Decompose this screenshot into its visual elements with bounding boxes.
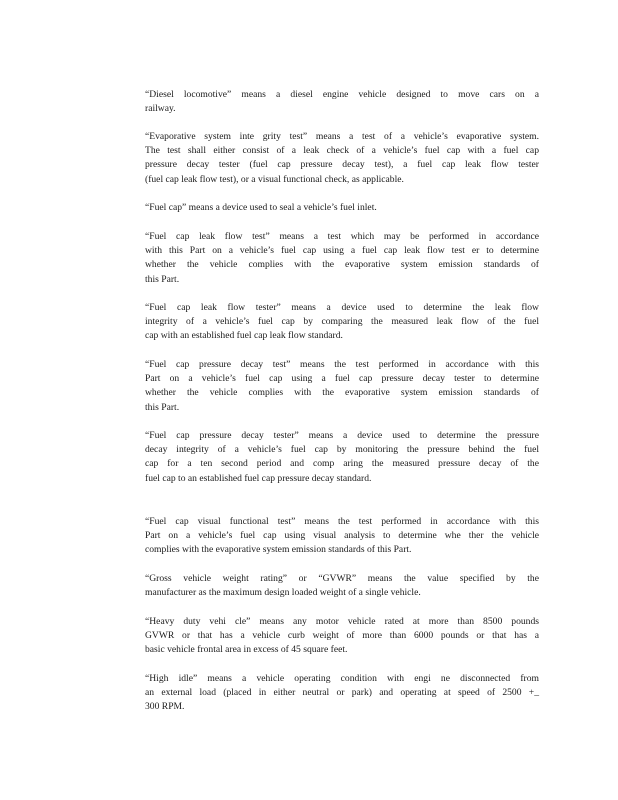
text-line: (fuel cap leak flow test), or a visual functional check, as applicable. [145, 173, 404, 185]
text-line: decay integrity of a vehicle’s fuel cap by monitoring the pressure behind the fuel [145, 444, 539, 456]
text-line: “Fuel cap pressure decay tester” means a device used to determine the pressure [145, 430, 539, 441]
definition-fuel-cap-leak-flow-tester [145, 301, 539, 344]
text-line: “Diesel locomotive” means a diesel engine vehicle designed to move cars on a [145, 89, 539, 100]
text-line: “Fuel cap” means a device used to seal a vehicle’s fuel inlet. [145, 202, 377, 213]
text-line: GVWR or that has a vehicle curb weight of more than 6000 pounds or that has a [145, 630, 539, 642]
text-line: Part on a vehicle’s fuel cap using a fuel cap pressure decay tester to determine [145, 373, 539, 385]
definition-diesel-locomotive [145, 88, 539, 116]
text-line: cap with an established fuel cap leak flow standard. [145, 330, 343, 342]
text-line: “Gross vehicle weight rating” or “GVWR” means the value specified by the [145, 573, 539, 584]
definition-fuel-cap-pressure-decay-test [145, 358, 539, 415]
text-line: fuel cap to an established fuel cap pressure decay standard. [145, 472, 372, 484]
text-line: manufacturer as the maximum design loaded weight of a single vehicle. [145, 587, 421, 599]
text-line: basic vehicle frontal area in excess of 45 square feet. [145, 644, 348, 656]
text-line: whether the vehicle complies with the evaporative system emission standards of [145, 387, 539, 399]
text-line: 300 RPM. [145, 701, 185, 713]
text-line: “High idle” means a vehicle operating condition with engi ne disconnected from [145, 673, 539, 684]
text-line: “Fuel cap visual functional test” means the test performed in accordance with this [145, 516, 539, 527]
text-line: integrity of a vehicle’s fuel cap by comparing the measured leak flow of the fuel [145, 316, 539, 328]
text-line: “Fuel cap leak flow test” means a test which may be performed in accordance [145, 231, 539, 242]
text-line: The test shall either consist of a leak check of a vehicle’s fuel cap with a fuel cap [145, 145, 539, 157]
text-line: this Part. [145, 401, 180, 413]
definition-heavy-duty-vehicle [145, 615, 539, 658]
text-line: an external load (placed in either neutral or park) and operating at speed of 2500 +_ [145, 687, 539, 699]
text-line: with this Part on a vehicle’s fuel cap using a fuel cap leak flow test er to determine [145, 245, 539, 257]
text-line: this Part. [145, 273, 180, 285]
definition-gross-vehicle-weight-rating [145, 572, 539, 600]
text-line: “Evaporative system inte grity test” means a test of a vehicle’s evaporative system. [145, 131, 539, 142]
text-line: railway. [145, 103, 176, 115]
definition-fuel-cap-pressure-decay-tester [145, 429, 539, 486]
definition-evaporative-system-integrity-test [145, 130, 539, 187]
text-line: complies with the evaporative system emission standards of this Part. [145, 544, 412, 556]
definition-high-idle [145, 672, 539, 715]
definition-fuel-cap-visual-functional-test [145, 515, 539, 558]
text-line: Part on a vehicle’s fuel cap using visual analysis to determine whe ther the vehicle [145, 530, 539, 542]
text-line: cap for a ten second period and comp aring the measured pressure decay of the [145, 458, 539, 470]
text-line: pressure decay tester (fuel cap pressure decay test), a fuel cap leak flow tester [145, 159, 539, 171]
text-line: whether the vehicle complies with the evaporative system emission standards of [145, 259, 539, 271]
definition-fuel-cap [145, 201, 539, 215]
definition-fuel-cap-leak-flow-test [145, 230, 539, 287]
text-line: “Fuel cap pressure decay test” means the test performed in accordance with this [145, 359, 539, 370]
text-line: “Fuel cap leak flow tester” means a device used to determine the leak flow [145, 302, 539, 313]
text-line: “Heavy duty vehi cle” means any motor vehicle rated at more than 8500 pounds [145, 616, 539, 627]
